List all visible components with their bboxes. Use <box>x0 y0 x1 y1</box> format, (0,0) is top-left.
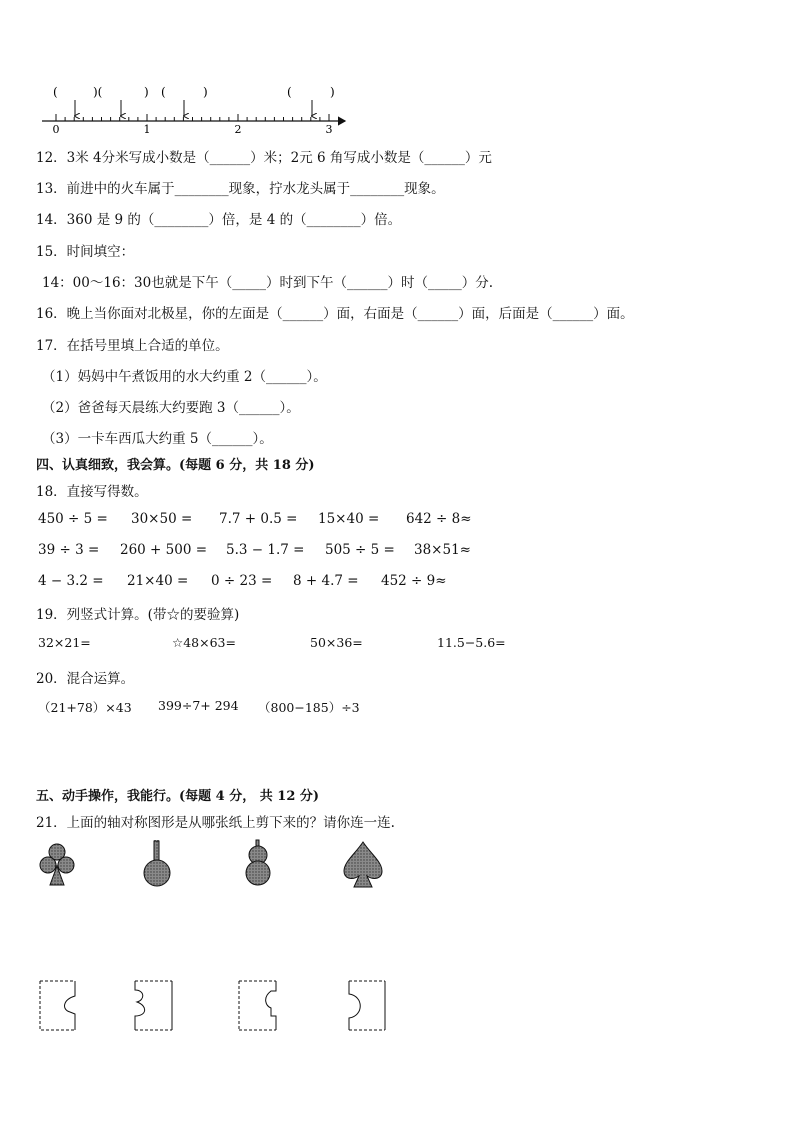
spade-shape <box>344 842 382 887</box>
calc-item: 15×40 = <box>318 511 380 527</box>
tick-label-1: 1 <box>143 123 151 136</box>
number-line-ticks <box>56 114 329 121</box>
question-19: 19．列竖式计算。(带☆的要验算) <box>36 607 240 623</box>
question-17-item-2: （2）爸爸每天晨练大约要跑 3（______）。 <box>42 400 300 416</box>
keyhole-shape <box>144 840 170 886</box>
calc-item: 0 ÷ 23 = <box>211 573 273 589</box>
question-17-item-3: （3）一卡车西瓜大约重 5（______）。 <box>42 431 273 447</box>
tick-label-2: 2 <box>234 123 242 136</box>
mixed-calc-item: 399÷7+ 294 <box>158 698 239 713</box>
section-5-heading: 五、动手操作，我能行。(每题 4 分， 共 12 分) <box>36 789 320 804</box>
calc-item: 5.3 − 1.7 = <box>226 542 305 558</box>
paper-cut-1 <box>40 981 75 1030</box>
calc-item: 8 + 4.7 = <box>293 573 359 589</box>
vertical-calc-item: 32×21= <box>38 635 91 650</box>
question-18: 18．直接写得数。 <box>36 484 148 500</box>
question-20: 20．混合运算。 <box>36 671 135 687</box>
paper-cuts-row <box>0 976 794 1036</box>
vertical-calc-item: ☆48×63= <box>172 635 236 650</box>
blank-paren: ) <box>203 85 208 99</box>
question-15-line: 14：00～16：30也就是下午（_____）时到下午（______）时（_____）分. <box>42 275 494 291</box>
calc-item: 39 ÷ 3 = <box>38 542 100 558</box>
calc-item: 30×50 = <box>131 511 193 527</box>
calc-item: 260 + 500 = <box>120 542 208 558</box>
tick-label-0: 0 <box>52 123 60 136</box>
question-16: 16．晚上当你面对北极星，你的左面是（______）面，右面是（______）面，后面是（______）面。 <box>36 306 634 322</box>
question-14: 14．360 是 9 的（________）倍，是 4 的（________）倍。 <box>36 212 402 228</box>
gourd-shape <box>246 840 270 885</box>
vertical-calc-item: 11.5−5.6= <box>437 635 506 650</box>
club-shape <box>40 844 74 885</box>
calc-item: 7.7 + 0.5 = <box>219 511 298 527</box>
blank-paren: ( <box>161 85 166 99</box>
section-4-heading: 四、认真细致，我会算。(每题 6 分，共 18 分) <box>36 458 315 473</box>
paper-cut-3 <box>239 981 276 1030</box>
question-21: 21．上面的轴对称图形是从哪张纸上剪下来的？请你连一连. <box>36 815 395 831</box>
shapes-row <box>0 838 794 898</box>
paper-cut-4 <box>349 981 385 1030</box>
calc-item: 4 − 3.2 = <box>38 573 104 589</box>
number-line-pointers <box>75 100 312 116</box>
question-13: 13．前进中的火车属于________现象，拧水龙头属于________现象。 <box>36 181 445 197</box>
calc-item: 642 ÷ 8≈ <box>406 511 472 527</box>
blank-paren: ( <box>287 85 292 99</box>
paper-cut-2 <box>135 981 172 1030</box>
question-15: 15．时间填空： <box>36 244 135 260</box>
calc-item: 38×51≈ <box>414 542 471 558</box>
vertical-calc-item: 50×36= <box>310 635 363 650</box>
blank-paren: ) <box>144 85 149 99</box>
question-12: 12．3米 4分米写成小数是（______）米；2元 6 角写成小数是（______）元 <box>36 150 492 166</box>
calc-item: 505 ÷ 5 = <box>325 542 395 558</box>
blank-paren: ) <box>330 85 335 99</box>
mixed-calc-item: （21+78）×43 <box>38 700 132 715</box>
calc-item: 21×40 = <box>127 573 189 589</box>
mixed-calc-item: （800−185）÷3 <box>258 700 360 715</box>
blank-paren: ( <box>53 85 58 99</box>
calc-item: 452 ÷ 9≈ <box>381 573 447 589</box>
calc-item: 450 ÷ 5 = <box>38 511 108 527</box>
question-17: 17．在括号里填上合适的单位。 <box>36 338 229 354</box>
blank-paren: )( <box>93 85 103 99</box>
number-line <box>0 0 794 140</box>
question-17-item-1: （1）妈妈中午煮饭用的水大约重 2（______）。 <box>42 369 327 385</box>
tick-label-3: 3 <box>325 123 333 136</box>
